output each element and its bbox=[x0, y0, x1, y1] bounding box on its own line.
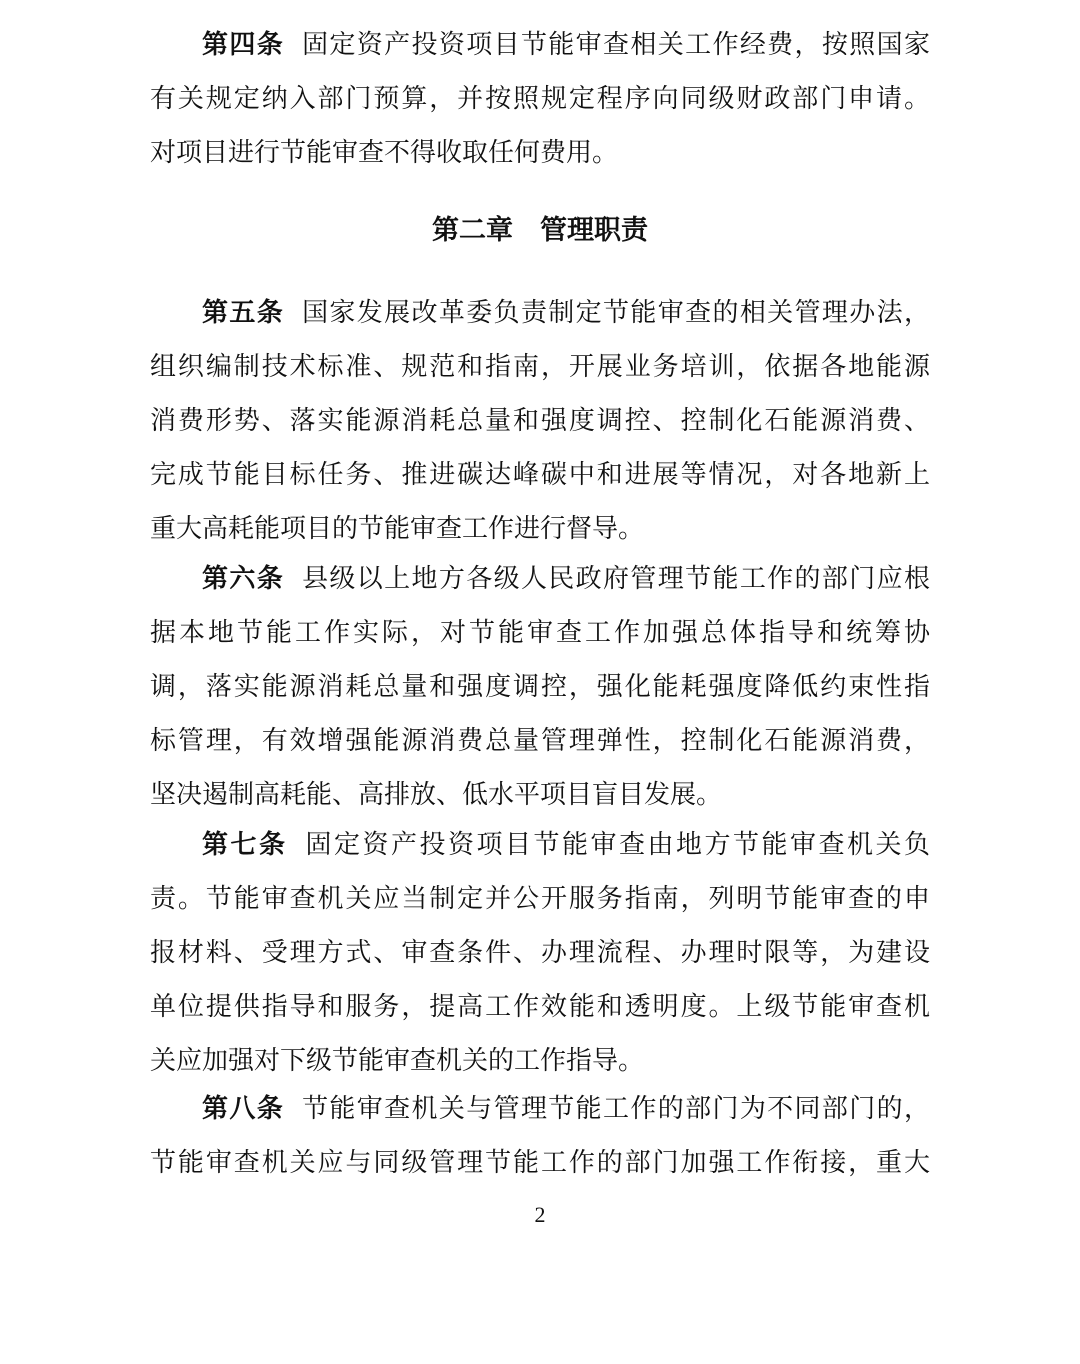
paragraph-line: 重大高耗能项目的节能审查工作进行督导。 bbox=[150, 514, 645, 544]
article-heading: 第八条 bbox=[202, 1094, 285, 1124]
article-heading: 第四条 bbox=[202, 30, 285, 60]
paragraph-line: 节能审查机关应与同级管理节能工作的部门加强工作衔接，重大 bbox=[150, 1148, 930, 1178]
article-heading: 第六条 bbox=[202, 564, 285, 594]
paragraph-line: 调，落实能源消耗总量和强度调控，强化能耗强度降低约束性指 bbox=[150, 672, 930, 702]
article-4 bbox=[150, 18, 930, 180]
article-7 bbox=[150, 818, 930, 1088]
paragraph-line: 有关规定纳入部门预算，并按照规定程序向同级财政部门申请。 bbox=[150, 84, 930, 114]
paragraph-line: 关应加强对下级节能审查机关的工作指导。 bbox=[150, 1046, 645, 1076]
chapter-title: 第二章 管理职责 bbox=[432, 215, 648, 246]
article-8 bbox=[150, 1082, 930, 1190]
paragraph-line bbox=[150, 552, 930, 606]
article-heading: 第五条 bbox=[202, 298, 285, 328]
paragraph-line: 据本地节能工作实际，对节能审查工作加强总体指导和统筹协 bbox=[150, 618, 930, 648]
paragraph-line bbox=[150, 18, 930, 72]
paragraph-line: 坚决遏制高耗能、高排放、低水平项目盲目发展。 bbox=[150, 780, 723, 810]
paragraph-line: 组织编制技术标准、规范和指南，开展业务培训，依据各地能源 bbox=[150, 352, 930, 382]
article-text: 节能审查机关与管理节能工作的部门为不同部门的， bbox=[302, 1094, 930, 1124]
article-text: 国家发展改革委负责制定节能审查的相关管理办法， bbox=[302, 298, 930, 328]
paragraph-line: 单位提供指导和服务，提高工作效能和透明度。上级节能审查机 bbox=[150, 992, 930, 1022]
article-text: 固定资产投资项目节能审查由地方节能审查机关负 bbox=[305, 830, 930, 860]
article-6 bbox=[150, 552, 930, 822]
paragraph-line bbox=[150, 286, 930, 340]
page-number: 2 bbox=[534, 1202, 546, 1227]
paragraph-line bbox=[150, 1082, 930, 1136]
paragraph-line: 消费形势、落实能源消耗总量和强度调控、控制化石能源消费、 bbox=[150, 406, 930, 436]
paragraph-line bbox=[150, 818, 930, 872]
article-heading: 第七条 bbox=[202, 830, 288, 860]
paragraph-line: 对项目进行节能审查不得收取任何费用。 bbox=[150, 138, 619, 168]
paragraph-line: 责。节能审查机关应当制定并公开服务指南，列明节能审查的申 bbox=[150, 884, 930, 914]
paragraph-line: 完成节能目标任务、推进碳达峰碳中和进展等情况，对各地新上 bbox=[150, 460, 930, 490]
article-text: 固定资产投资项目节能审查相关工作经费，按照国家 bbox=[302, 30, 930, 60]
article-text: 县级以上地方各级人民政府管理节能工作的部门应根 bbox=[302, 564, 930, 594]
paragraph-line: 标管理，有效增强能源消费总量管理弹性，控制化石能源消费， bbox=[150, 726, 930, 756]
article-5 bbox=[150, 286, 930, 556]
paragraph-line: 报材料、受理方式、审查条件、办理流程、办理时限等，为建设 bbox=[150, 938, 930, 968]
